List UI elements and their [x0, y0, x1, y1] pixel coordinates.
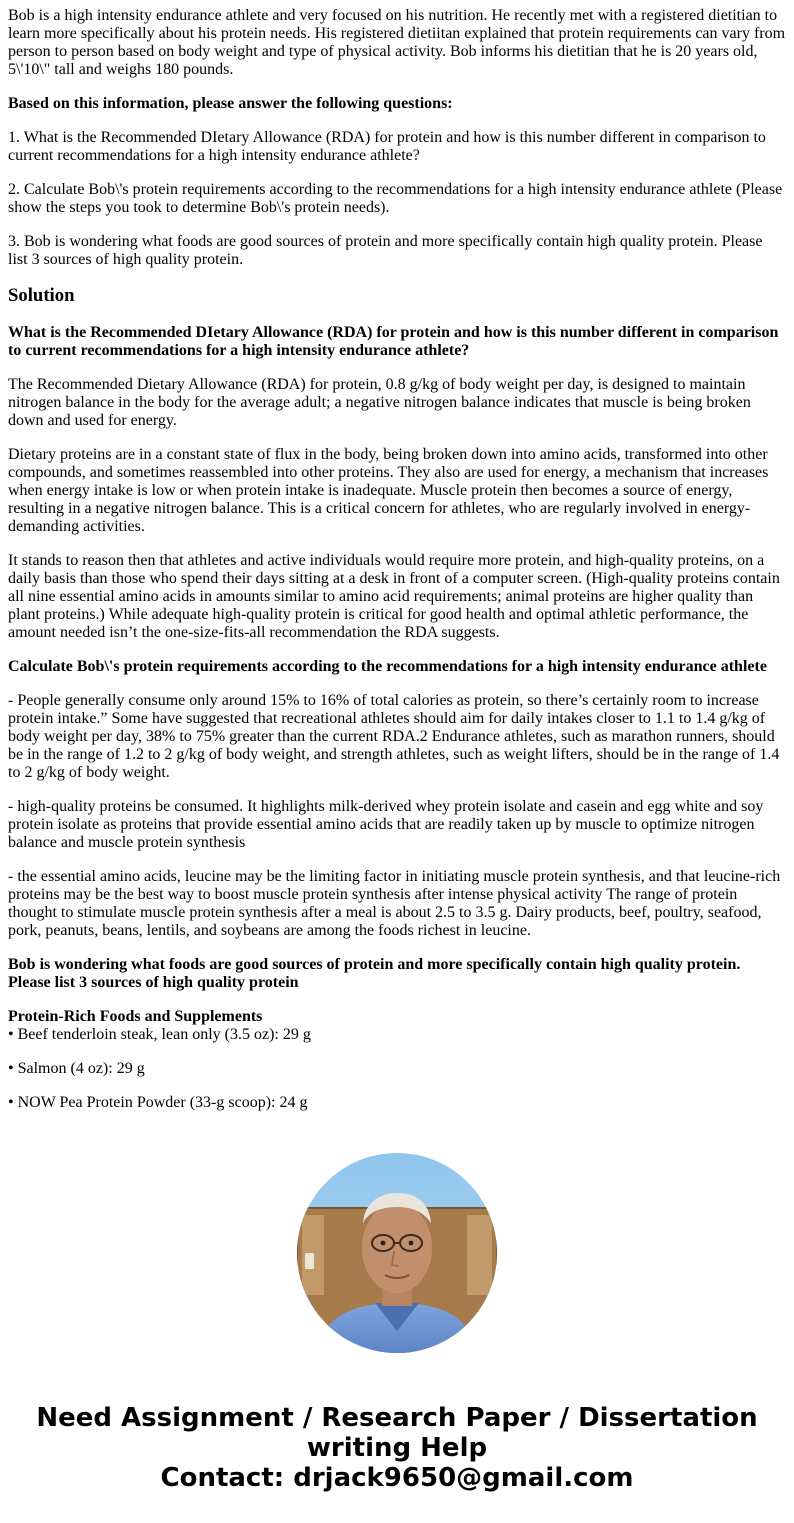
- answer-2-paragraph: - the essential amino acids, leucine may be the limiting factor in initiating muscle protein synthesis, and that leucine-rich proteins may be the best way to boost muscle protein synthesis after intense physical activity The range of protein thought to stimulate muscle protein synthesis after a meal is about 2.5 to 3.5 g. Dairy products, beef, poultry, seafood, pork, peanuts, beans, lentils, and soybeans are among the foods richest in leucine.: [8, 868, 781, 939]
- food-item: • Salmon (4 oz): 29 g: [8, 1060, 145, 1077]
- question-item-3: 3. Bob is wondering what foods are good sources of protein and more specifically contain high quality protein. Please list 3 sources of high quality protein.: [8, 233, 763, 268]
- answer-2-heading: Calculate Bob\'s protein requirements according to the recommendations for a high intensity endurance athlete: [8, 658, 767, 675]
- answer-1-heading: What is the Recommended DIetary Allowance (RDA) for protein and how is this number different in comparison to current recommendations for a high intensity endurance athlete?: [8, 324, 779, 359]
- author-avatar: [297, 1153, 497, 1353]
- promo-line: Need Assignment / Research Paper / Dissertation: [36, 1403, 758, 1433]
- question-intro: Bob is a high intensity endurance athlete and very focused on his nutrition. He recently met with a registered dietitian to learn more specifically about his protein needs. His registered dietiitan explained that protein requirements can vary from person to person based on body weight and type of physical activity. Bob informs his dietitian that he is 20 years old, 5\'10\" tall and weighs 180 pounds.: [8, 7, 786, 78]
- document-body: [8, 7, 786, 1128]
- food-item: • NOW Pea Protein Powder (33-g scoop): 24 g: [8, 1094, 308, 1111]
- answer-2-paragraph: - high-quality proteins be consumed. It highlights milk-derived whey protein isolate and casein and egg white and soy protein isolate as proteins that provide essential amino acids that are readily taken up by muscle to optimize nitrogen balance and muscle protein synthesis: [8, 798, 764, 851]
- food-item: • Beef tenderloin steak, lean only (3.5 oz): 29 g: [8, 1026, 311, 1043]
- promo-banner: [0, 1403, 794, 1493]
- solution-heading: Solution: [8, 285, 75, 306]
- answer-1-paragraph: It stands to reason then that athletes and active individuals would require more protein, and high-quality proteins, on a daily basis than those who spend their days sitting at a desk in front of a computer screen. (High-quality proteins contain all nine essential amino acids in amounts similar to amino acid requirements; animal proteins are higher quality than plant proteins.) While adequate high-quality protein is critical for good health and optimal athletic performance, the amount needed isn’t the one-size-fits-all recommendation the RDA suggests.: [8, 552, 780, 641]
- contact-email: Contact: drjack9650@gmail.com: [160, 1463, 634, 1493]
- answer-1-paragraph: The Recommended Dietary Allowance (RDA) for protein, 0.8 g/kg of body weight per day, is designed to maintain nitrogen balance in the body for the average adult; a negative nitrogen balance indicates that muscle is being broken down and used for energy.: [8, 376, 751, 429]
- question-prompt: Based on this information, please answer the following questions:: [8, 95, 453, 112]
- answer-1-paragraph: Dietary proteins are in a constant state of flux in the body, being broken down into amino acids, transformed into other compounds, and sometimes reassembled into other proteins. They also are used for energy, a mechanism that increases when energy intake is low or when protein intake is inadequate. Muscle protein then becomes a source of energy, resulting in a negative nitrogen balance. This is a critical concern for athletes, who are regularly involved in energy-demanding activities.: [8, 446, 769, 535]
- question-item-1: 1. What is the Recommended DIetary Allowance (RDA) for protein and how is this number different in comparison to current recommendations for a high intensity endurance athlete?: [8, 129, 766, 164]
- answer-2-paragraph: - People generally consume only around 15% to 16% of total calories as protein, so there’s certainly room to increase protein intake.” Some have suggested that recreational athletes should aim for daily intakes closer to 1.1 to 1.4 g/kg of body weight per day, 38% to 75% greater than the current RDA.2 Endurance athletes, such as marathon runners, should be in the range of 1.2 to 2 g/kg of body weight, and strength athletes, such as weight lifters, should be in the range of 1.4 to 2 g/kg of body weight.: [8, 692, 780, 781]
- promo-line: writing Help: [306, 1433, 488, 1463]
- foods-heading: Protein-Rich Foods and Supplements: [8, 1008, 263, 1025]
- answer-3-heading: Bob is wondering what foods are good sources of protein and more specifically contain high quality protein. Please list 3 sources of high quality protein: [8, 956, 741, 991]
- question-item-2: 2. Calculate Bob\'s protein requirements according to the recommendations for a high intensity endurance athlete (Please show the steps you took to determine Bob\'s protein needs).: [8, 181, 783, 216]
- author-portrait-image: [297, 1153, 497, 1353]
